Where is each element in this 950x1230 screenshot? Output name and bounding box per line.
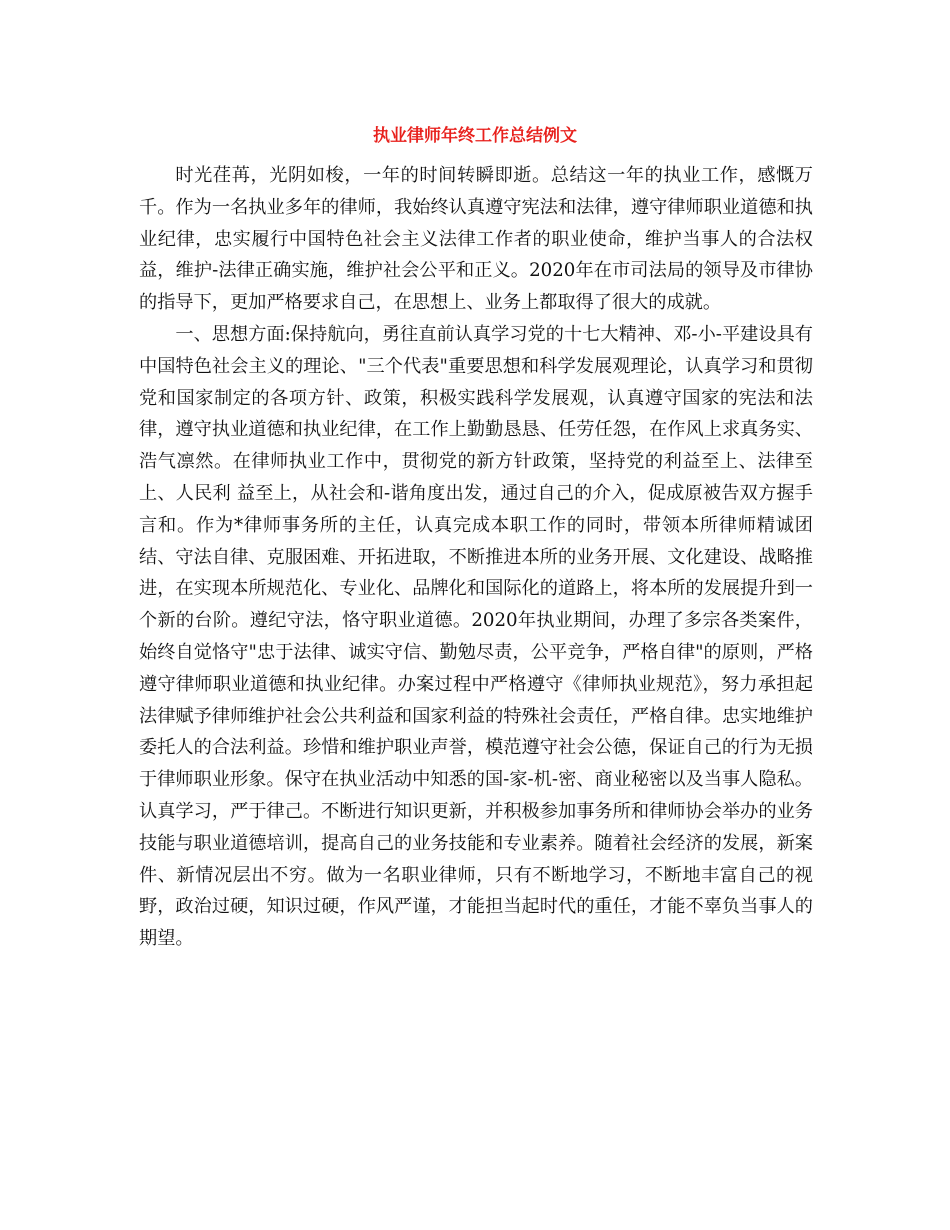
paragraph-intro: 时光荏苒，光阴如梭，一年的时间转瞬即逝。总结这一年的执业工作，感慨万千。作为一名执业多年的律师，我始终认真遵守宪法和法律，遵守律师职业道德和执业纪律，忠实履行中国特色社会主义法律工作者的职业使命，维护当事人的合法权益，维护-法律正确实施，维护社会公平和正义。2020年在市司法局的领导及市律协的指导下，更加严格要求自己，在思想上、业务上都取得了很大的成就。 [139, 165, 813, 314]
document-title: 执业律师年终工作总结例文 [373, 126, 577, 146]
document-body [139, 160, 813, 955]
paragraph-ideology: 一、思想方面:保持航向，勇往直前认真学习党的十七大精神、邓-小-平建设具有中国特色社会主义的理论、"三个代表"重要思想和科学发展观理论，认真学习和贯彻党和国家制定的各项方针、政策，积极实践科学发展观，认真遵守国家的宪法和法律，遵守执业道德和执业纪律，在工作上勤勤恳恳、任劳任怨，在作风上求真务实、浩气凛然。在律师执业工作中，贯彻党的新方针政策，坚持党的利益至上、法律至上、人民利 益至上，从社会和-谐角度出发，通过自己的介入，促成原被告双方握手言和。作为*律师事务所的主任，认真完成本职工作的同时，带领本所律师精诚团结、守法自律、克服困难、开拓进取，不断推进本所的业务开展、文化建设、战略推进，在实现本所规范化、专业化、品牌化和国际化的道路上，将本所的发展提升到一个新的台阶。遵纪守法，恪守职业道德。2020年执业期间，办理了多宗各类案件，始终自觉恪守"忠于法律、诚实守信、勤勉尽责，公平竞争，严格自律"的原则，严格遵守律师职业道德和执业纪律。办案过程中严格遵守《律师执业规范》，努力承担起法律赋予律师维护社会公共利益和国家利益的特殊社会责任，严格自律。忠实地维护委托人的合法利益。珍惜和维护职业声誉，模范遵守社会公德，保证自己的行为无损于律师职业形象。保守在执业活动中知悉的国-家-机-密、商业秘密以及当事人隐私。认真学习，严于律己。不断进行知识更新，并积极参加事务所和律师协会举办的业务技能与职业道德培训，提高自己的业务技能和专业素养。随着社会经济的发展，新案件、新情况层出不穷。做为一名职业律师，只有不断地学习，不断地丰富自己的视野，政治过硬，知识过硬，作风严谨，才能担当起时代的重任，才能不辜负当事人的期望。 [139, 323, 813, 950]
